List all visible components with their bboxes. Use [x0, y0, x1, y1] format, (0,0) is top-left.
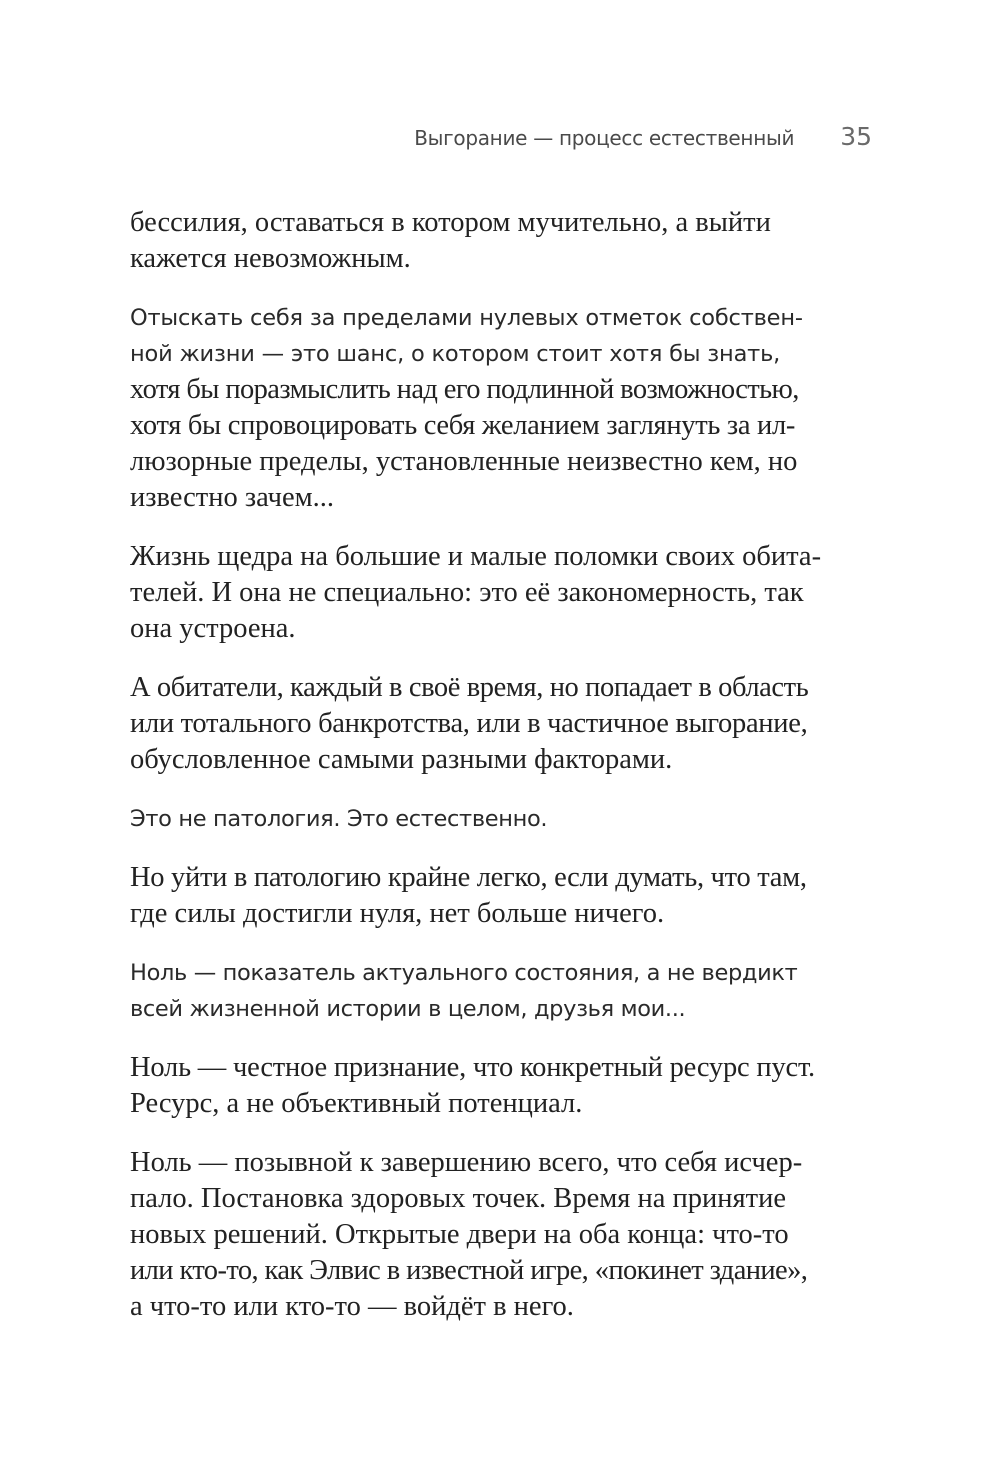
text-line: обусловленное самыми разными факторами. — [130, 744, 673, 775]
paragraph — [130, 300, 872, 516]
body-text — [130, 205, 872, 1348]
text-line: люзорные пределы, установленные неизвестно кем, но — [130, 446, 798, 477]
text-line: А обитатели, каждый в своё время, но попадает в область — [130, 672, 809, 703]
text-line: Отыскать себя за пределами нулевых отметок собствен- — [130, 305, 803, 331]
running-title: Выгорание — процесс естественный — [414, 126, 795, 150]
text-line: ной жизни — это шанс, о котором стоит хотя бы знать, — [130, 341, 781, 367]
text-line: Ноль — честное признание, что конкретный ресурс пуст. — [130, 1052, 815, 1083]
text-line: Ресурс, а не объективный потенциал. — [130, 1088, 583, 1119]
text-line: хотя бы спровоцировать себя желанием заглянуть за ил- — [130, 410, 796, 441]
text-line: новых решений. Открытые двери на оба конца: что-то — [130, 1219, 789, 1250]
paragraph — [130, 670, 872, 778]
text-line: пало. Постановка здоровых точек. Время на принятие — [130, 1183, 786, 1214]
text-line: а что-то или кто-то — войдёт в него. — [130, 1291, 574, 1322]
text-line: бессилия, оставаться в котором мучительно, а выйти — [130, 207, 771, 238]
paragraph — [130, 801, 872, 837]
page-number: 35 — [840, 122, 872, 151]
paragraph — [130, 1050, 872, 1122]
text-line: Жизнь щедра на большие и малые поломки своих обита- — [130, 541, 822, 572]
text-line: где силы достигли нуля, нет больше ничего. — [130, 898, 665, 929]
text-line: телей. И она не специально: это её закономерность, так — [130, 577, 804, 608]
text-line: Ноль — позывной к завершению всего, что себя исчер- — [130, 1147, 803, 1178]
paragraph — [130, 860, 872, 932]
text-line: хотя бы поразмыслить над его подлинной возможностью, — [130, 374, 799, 405]
paragraph — [130, 539, 872, 647]
text-line: всей жизненной истории в целом, друзья мои... — [130, 996, 686, 1022]
paragraph — [130, 955, 872, 1027]
text-line: Но уйти в патологию крайне легко, если думать, что там, — [130, 862, 807, 893]
paragraph — [130, 1145, 872, 1325]
running-header — [130, 122, 872, 162]
text-line: или тотального банкротства, или в частичное выгорание, — [130, 708, 808, 739]
text-line: Это не патология. Это естественно. — [130, 806, 548, 832]
text-line: Ноль — показатель актуального состояния, а не вердикт — [130, 960, 798, 986]
text-line: известно зачем... — [130, 482, 335, 513]
text-line: или кто-то, как Элвис в известной игре, «покинет здание», — [130, 1255, 808, 1286]
text-line: она устроена. — [130, 613, 296, 644]
text-line: кажется невозможным. — [130, 243, 411, 274]
paragraph — [130, 205, 872, 277]
